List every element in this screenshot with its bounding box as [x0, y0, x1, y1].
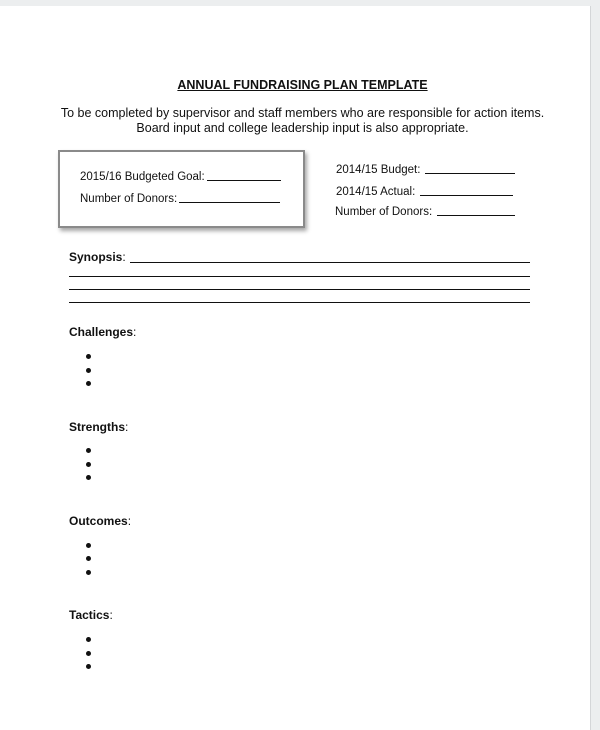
- prior-budget-row: [336, 164, 515, 176]
- outcomes-heading: [69, 514, 131, 528]
- page-title: ANNUAL FUNDRAISING PLAN TEMPLATE: [177, 78, 428, 92]
- goal-donors-row: [80, 193, 280, 205]
- budgeted-goal-field[interactable]: [207, 179, 281, 181]
- tactics-label: Tactics: [69, 608, 110, 622]
- outcomes-bullet-2: [86, 556, 91, 561]
- synopsis-line-3[interactable]: [69, 289, 530, 290]
- strengths-label: Strengths: [69, 420, 126, 434]
- goal-donors-field[interactable]: [179, 201, 280, 203]
- tactics-bullet-2: [86, 651, 91, 656]
- prior-budget-field[interactable]: [425, 172, 515, 174]
- prior-donors-field[interactable]: [437, 214, 515, 216]
- strengths-heading: [69, 420, 128, 434]
- document-page: [0, 6, 591, 730]
- prior-budget-label: 2014/15 Budget:: [336, 164, 421, 176]
- strengths-colon: :: [125, 420, 129, 434]
- challenges-label: Challenges: [69, 325, 134, 339]
- synopsis-label: Synopsis: [69, 250, 123, 264]
- budgeted-goal-row: [80, 171, 281, 183]
- outcomes-bullet-1: [86, 543, 91, 548]
- intro-line-2: Board input and college leadership input is also appropriate.: [136, 121, 469, 135]
- challenges-colon: :: [133, 325, 137, 339]
- goal-donors-label: Number of Donors:: [80, 193, 178, 205]
- synopsis-line-1[interactable]: [130, 262, 530, 263]
- outcomes-label: Outcomes: [69, 514, 128, 528]
- strengths-bullet-2: [86, 462, 91, 467]
- prior-donors-row: [335, 206, 515, 218]
- outcomes-bullet-3: [86, 570, 91, 575]
- synopsis-line-2[interactable]: [69, 276, 530, 277]
- intro-line-1: To be completed by supervisor and staff members who are responsible for action items.: [60, 106, 545, 120]
- challenges-bullet-2: [86, 368, 91, 373]
- prior-actual-row: [336, 186, 513, 198]
- prior-actual-field[interactable]: [420, 194, 513, 196]
- challenges-bullet-3: [86, 381, 91, 386]
- strengths-bullet-3: [86, 475, 91, 480]
- tactics-colon: :: [109, 608, 113, 622]
- tactics-bullet-3: [86, 664, 91, 669]
- synopsis-heading: [69, 250, 126, 264]
- synopsis-line-4[interactable]: [69, 302, 530, 303]
- goal-box: [58, 150, 305, 228]
- budgeted-goal-label: 2015/16 Budgeted Goal:: [80, 171, 205, 183]
- challenges-heading: [69, 325, 136, 339]
- synopsis-colon: :: [122, 250, 126, 264]
- challenges-bullet-1: [86, 354, 91, 359]
- prior-donors-label: Number of Donors:: [335, 206, 433, 218]
- outcomes-colon: :: [127, 514, 132, 528]
- prior-actual-label: 2014/15 Actual:: [336, 186, 416, 198]
- tactics-heading: [69, 608, 113, 622]
- tactics-bullet-1: [86, 637, 91, 642]
- strengths-bullet-1: [86, 448, 91, 453]
